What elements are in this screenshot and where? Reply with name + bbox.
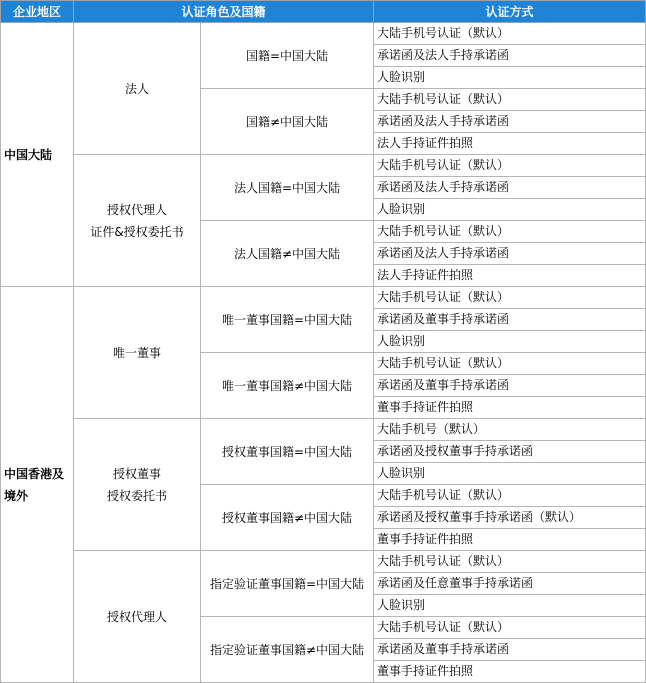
nationality-cell: 国籍=中国大陆 bbox=[201, 23, 374, 89]
method-cell: 承诺函及董事手持承诺函 bbox=[374, 375, 646, 397]
header-region: 企业地区 bbox=[1, 1, 74, 23]
role-label: 证件&授权委托书 bbox=[90, 224, 184, 239]
method-cell: 人脸识别 bbox=[374, 199, 646, 221]
nationality-cell: 法人国籍=中国大陆 bbox=[201, 155, 374, 221]
method-cell: 人脸识别 bbox=[374, 331, 646, 353]
method-cell: 承诺函及授权董事手持承诺函 bbox=[374, 441, 646, 463]
table-body bbox=[1, 23, 646, 683]
method-cell: 人脸识别 bbox=[374, 67, 646, 89]
nationality-cell: 授权董事国籍≠中国大陆 bbox=[201, 485, 374, 551]
role-cell bbox=[74, 419, 201, 551]
method-cell: 法人手持证件拍照 bbox=[374, 133, 646, 155]
method-cell: 承诺函及法人手持承诺函 bbox=[374, 111, 646, 133]
role-label: 唯一董事 bbox=[112, 345, 161, 360]
role-label: 法人 bbox=[124, 81, 149, 96]
method-cell: 承诺函及法人手持承诺函 bbox=[374, 45, 646, 67]
method-cell: 大陆手机号认证（默认） bbox=[374, 485, 646, 507]
method-cell: 承诺函及法人手持承诺函 bbox=[374, 243, 646, 265]
method-cell: 大陆手机号认证（默认） bbox=[374, 551, 646, 573]
table-row bbox=[1, 287, 646, 309]
nationality-cell: 唯一董事国籍=中国大陆 bbox=[201, 287, 374, 353]
role-cell bbox=[74, 551, 201, 683]
nationality-cell: 指定验证董事国籍≠中国大陆 bbox=[201, 617, 374, 683]
method-cell: 大陆手机号认证（默认） bbox=[374, 23, 646, 45]
method-cell: 人脸识别 bbox=[374, 595, 646, 617]
method-cell: 大陆手机号认证（默认） bbox=[374, 155, 646, 177]
table-row bbox=[1, 551, 646, 573]
method-cell: 承诺函及授权董事手持承诺函（默认） bbox=[374, 507, 646, 529]
role-label: 授权代理人 bbox=[106, 609, 167, 624]
method-cell: 承诺函及法人手持承诺函 bbox=[374, 177, 646, 199]
method-cell: 董事手持证件拍照 bbox=[374, 397, 646, 419]
method-cell: 大陆手机号认证（默认） bbox=[374, 89, 646, 111]
role-label: 授权董事 bbox=[112, 466, 161, 481]
region-cell: 中国香港及境外 bbox=[1, 287, 74, 683]
header-row bbox=[1, 1, 646, 23]
method-cell: 承诺函及董事手持承诺函 bbox=[374, 639, 646, 661]
method-cell: 大陆手机号认证（默认） bbox=[374, 287, 646, 309]
nationality-cell: 法人国籍≠中国大陆 bbox=[201, 221, 374, 287]
method-cell: 法人手持证件拍照 bbox=[374, 265, 646, 287]
method-cell: 人脸识别 bbox=[374, 463, 646, 485]
nationality-cell: 唯一董事国籍≠中国大陆 bbox=[201, 353, 374, 419]
header-method: 认证方式 bbox=[374, 1, 646, 23]
method-cell: 董事手持证件拍照 bbox=[374, 529, 646, 551]
role-label: 授权代理人 bbox=[106, 202, 167, 217]
method-cell: 承诺函及任意董事手持承诺函 bbox=[374, 573, 646, 595]
table-row bbox=[1, 23, 646, 45]
method-cell: 董事手持证件拍照 bbox=[374, 661, 646, 683]
method-cell: 大陆手机号认证（默认） bbox=[374, 221, 646, 243]
table-row bbox=[1, 419, 646, 441]
method-cell: 大陆手机号（默认） bbox=[374, 419, 646, 441]
nationality-cell: 授权董事国籍=中国大陆 bbox=[201, 419, 374, 485]
region-cell: 中国大陆 bbox=[1, 23, 74, 287]
nationality-cell: 指定验证董事国籍=中国大陆 bbox=[201, 551, 374, 617]
method-cell: 大陆手机号认证（默认） bbox=[374, 617, 646, 639]
nationality-cell: 国籍≠中国大陆 bbox=[201, 89, 374, 155]
role-label: 授权委托书 bbox=[106, 488, 167, 503]
method-cell: 承诺函及董事手持承诺函 bbox=[374, 309, 646, 331]
role-cell bbox=[74, 23, 201, 155]
table-row bbox=[1, 155, 646, 177]
role-cell bbox=[74, 155, 201, 287]
method-cell: 大陆手机号认证（默认） bbox=[374, 353, 646, 375]
header-role: 认证角色及国籍 bbox=[74, 1, 374, 23]
role-cell bbox=[74, 287, 201, 419]
